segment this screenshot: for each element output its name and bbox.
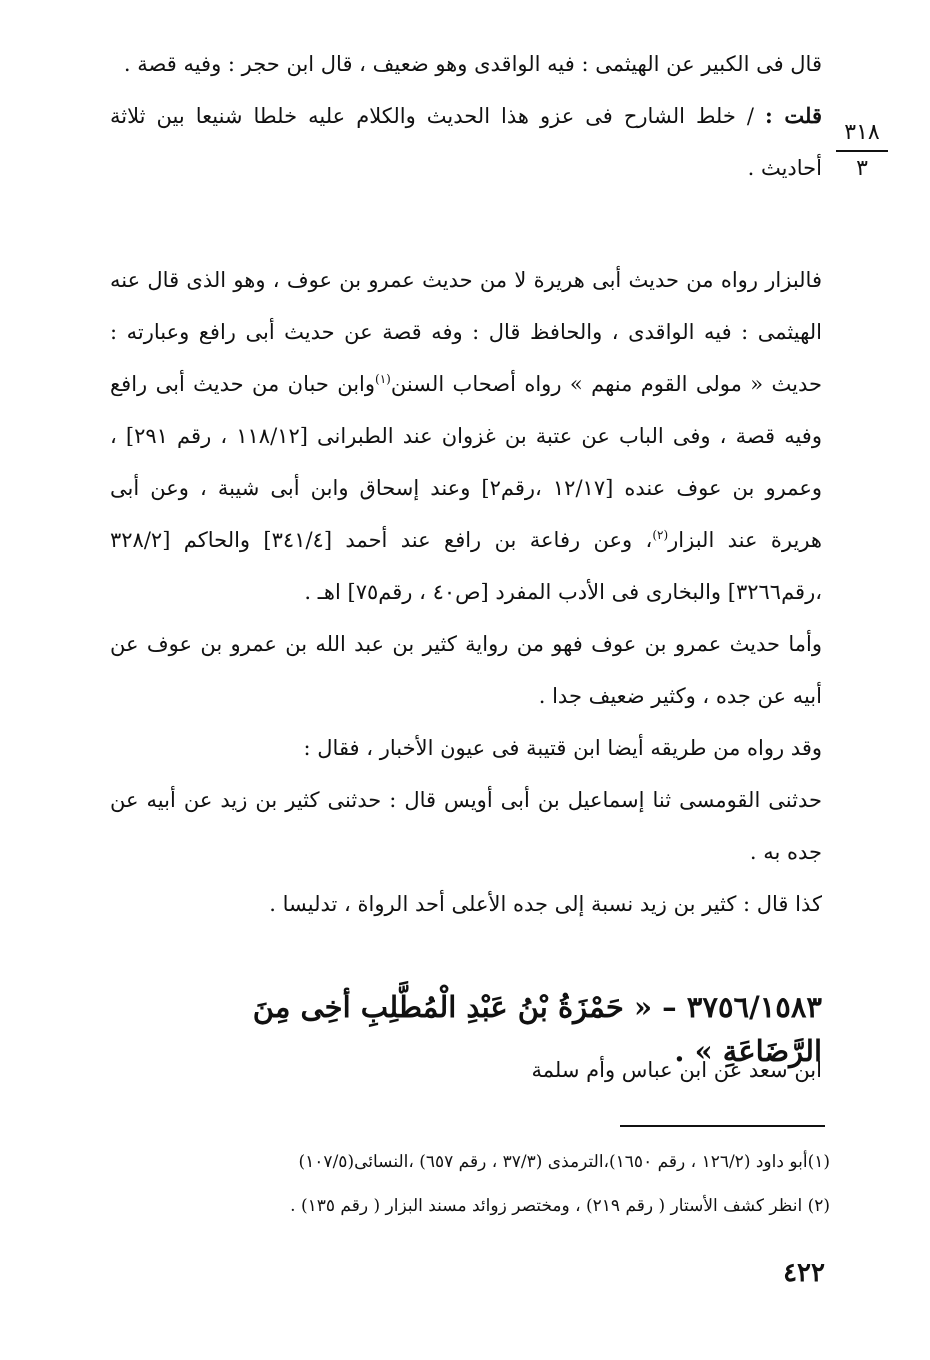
paragraph-3-part-c: ، وعن رفاعة بن رافع عند أحمد [٣٤١/٤] والحاكم [٣٢٨/٢ ،رقم٣٢٦٦] والبخارى فى الأدب المفرد [ص٤٠ ، رقم٧٥] اهـ . [110, 528, 822, 604]
hadith-text: – « حَمْزَةُ بْنُ عَبْدِ الْمُطَّلِبِ أخِى مِنَ الرَّضَاعَةِ » . [252, 990, 822, 1068]
paragraph-3-part-a: فالبزار رواه من حديث أبى هريرة لا من حديث عمرو بن عوف ، وهو الذى قال عنه الهيثمى : فيه الواقدى ، والحافظ قال : وفه قصة عن حديث أبى رافع وعبارته : حديث « مولى القوم منهم » رواه أصحاب السنن [110, 268, 822, 396]
marginal-top: ٣١٨ [844, 120, 880, 145]
body-text [110, 38, 822, 194]
paragraph-2-text: / خلط الشارح فى عزو هذا الحديث والكلام عليه خلطا شنيعا بين ثلاثة أحاديث . [110, 104, 822, 180]
paragraph-3-part-b: وابن حبان من حديث أبى رافع وفيه قصة ، وفى الباب عن عتبة بن غزوان عند الطبرانى [١١٨/١٢ ، رقم ٢٩١] ، وعمرو بن عوف عنده [١٢/١٧ ،رقم٢] وعند إسحاق وابن أبى شيبة ، وعن أبى هريرة عند البزار [110, 372, 822, 552]
paragraph-7: كذا قال : كثير بن زيد نسبة إلى جده الأعلى أحد الرواة ، تدليسا . [269, 892, 822, 916]
footnotes [110, 1140, 830, 1228]
paragraph-4: وأما حديث عمرو بن عوف فهو من رواية كثير بن عبد الله بن عمرو بن عوف عن أبيه عن جده ، وكثير ضعيف جدا . [110, 632, 822, 708]
hadith-source: ابن سعد عن ابن عباس وأم سلمة [531, 1058, 822, 1082]
paragraph-5: وقد رواه من طريقه أيضا ابن قتيبة فى عيون الأخبار ، فقال : [303, 736, 822, 760]
footnote-ref-2: (٢) [652, 528, 669, 542]
paragraph-2-lead: قلت : [764, 103, 822, 128]
paragraph-2 [110, 90, 822, 194]
paragraph-6: حدثنى القومسى ثنا إسماعيل بن أبى أويس قال : حدثنى كثير بن زيد عن أبيه عن جده به . [110, 788, 822, 864]
footnote-ref-1: (١) [375, 372, 391, 386]
main-text [110, 254, 822, 930]
footnote-separator [620, 1125, 825, 1127]
marginal-bottom: ٣ [856, 156, 868, 181]
marginal-reference [836, 118, 888, 184]
hadith-number: ٣٧٥٦/١٥٨٣ [686, 990, 822, 1024]
footnote-1: (١)أبو داود (١٢٦/٢ ، رقم ١٦٥٠)،الترمذى (٣٧/٣ ، رقم ٦٥٧) ،النسائى(١٠٧/٥) [298, 1152, 830, 1172]
paragraph-3 [110, 254, 822, 618]
footnote-2: (٢) انظر كشف الأستار ( رقم ٢١٩) ، ومختصر زوائد مسند البزار ( رقم ١٣٥) . [290, 1196, 830, 1216]
page-number: ٤٢٢ [783, 1258, 825, 1288]
paragraph-1: قال فى الكبير عن الهيثمى : فيه الواقدى وهو ضعيف ، قال ابن حجر : وفيه قصة . [123, 52, 822, 76]
marginal-divider [836, 150, 888, 152]
